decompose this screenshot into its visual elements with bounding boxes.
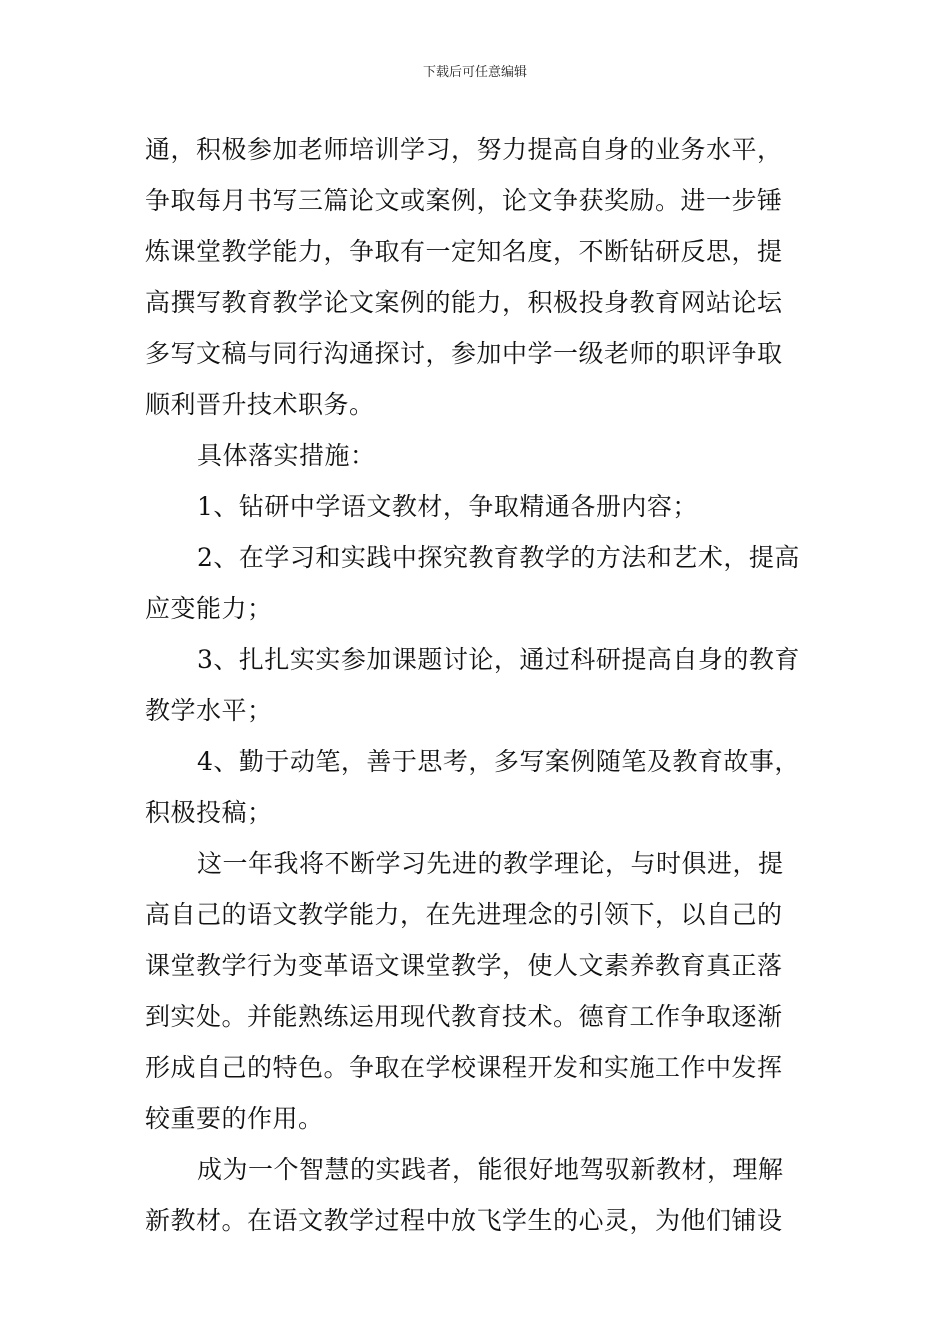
text-line: 到实处。并能熟练运用现代教育技术。德育工作争取逐渐 xyxy=(145,1002,783,1031)
paragraph-item-4 xyxy=(145,736,805,838)
text-line: 这一年我将不断学习先进的教学理论，与时俱进，提 xyxy=(197,849,784,878)
text-line: 教学水平； xyxy=(145,696,273,725)
text-line: 3、扎扎实实参加课题讨论，通过科研提高自身的教育 xyxy=(197,645,800,674)
text-line: 成为一个智慧的实践者，能很好地驾驭新教材，理解 xyxy=(197,1155,784,1184)
text-line: 新教材。在语文教学过程中放飞学生的心灵，为他们铺设 xyxy=(145,1206,783,1235)
text-line: 高撰写教育教学论文案例的能力，积极投身教育网站论坛 xyxy=(145,288,783,317)
text-line: 多写文稿与同行沟通探讨，参加中学一级老师的职评争取 xyxy=(145,339,783,368)
document-body xyxy=(145,124,805,1246)
text-line: 较重要的作用。 xyxy=(145,1104,324,1133)
text-line: 1、钻研中学语文教材，争取精通各册内容； xyxy=(197,492,698,521)
paragraph-item-3 xyxy=(145,634,805,736)
paragraph-practitioner xyxy=(145,1144,805,1246)
paragraph-item-1 xyxy=(145,481,805,532)
text-line: 具体落实措施： xyxy=(197,441,376,470)
paragraph-item-2 xyxy=(145,532,805,634)
text-line: 课堂教学行为变革语文课堂教学，使人文素养教育真正落 xyxy=(145,951,783,980)
page-header: 下载后可任意编辑 xyxy=(422,65,527,80)
text-line: 顺利晋升技术职务。 xyxy=(145,390,375,419)
text-line: 2、在学习和实践中探究教育教学的方法和艺术，提高 xyxy=(197,543,800,572)
text-line: 通，积极参加老师培训学习，努力提高自身的业务水平， xyxy=(145,135,783,164)
text-line: 积极投稿； xyxy=(145,798,273,827)
text-line: 争取每月书写三篇论文或案例，论文争获奖励。进一步锤 xyxy=(145,186,783,215)
text-line: 4、勤于动笔，善于思考，多写案例随笔及教育故事， xyxy=(197,747,800,776)
paragraph-year-plan xyxy=(145,838,805,1144)
paragraph-continuation xyxy=(145,124,805,430)
text-line: 应变能力； xyxy=(145,594,273,623)
text-line: 炼课堂教学能力，争取有一定知名度，不断钻研反思，提 xyxy=(145,237,783,266)
paragraph-measures-heading xyxy=(145,430,805,481)
text-line: 高自己的语文教学能力，在先进理念的引领下，以自己的 xyxy=(145,900,783,929)
text-line: 形成自己的特色。争取在学校课程开发和实施工作中发挥 xyxy=(145,1053,783,1082)
